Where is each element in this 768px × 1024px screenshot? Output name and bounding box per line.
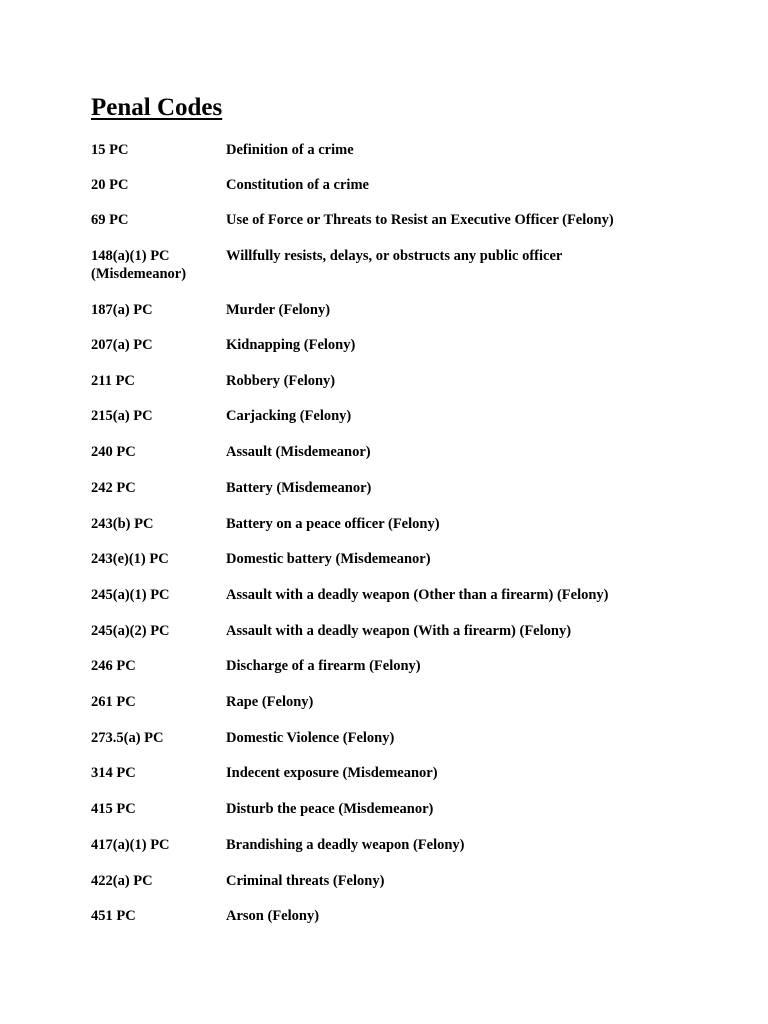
code-description: Disturb the peace (Misdemeanor) [226,801,434,817]
code-description: Assault (Misdemeanor) [226,444,371,460]
code-description: Robbery (Felony) [226,373,336,389]
code-description: Assault with a deadly weapon (With a firearm) (Felony) [226,623,572,639]
code-description: Constitution of a crime [226,177,369,193]
code-number: 273.5(a) PC [91,730,164,746]
code-description: Discharge of a firearm (Felony) [226,658,421,674]
code-number: 15 PC [91,142,129,158]
code-description: Battery (Misdemeanor) [226,480,372,496]
code-number: 148(a)(1) PC (Misdemeanor) [91,248,187,282]
code-number: 417(a)(1) PC [91,837,170,853]
code-description: Murder (Felony) [226,302,331,318]
code-number: 261 PC [91,694,136,710]
code-number: 207(a) PC [91,337,153,353]
page-title: Penal Codes [91,94,223,121]
code-description: Carjacking (Felony) [226,408,352,424]
code-number: 69 PC [91,212,129,228]
code-description: Definition of a crime [226,142,354,158]
code-description: Domestic Violence (Felony) [226,730,395,746]
code-number: 422(a) PC [91,873,153,889]
code-number: 415 PC [91,801,136,817]
code-description: Domestic battery (Misdemeanor) [226,551,431,567]
code-number: 240 PC [91,444,136,460]
code-number: 215(a) PC [91,408,153,424]
code-number: 243(b) PC [91,516,154,532]
code-number: 211 PC [91,373,135,389]
code-description: Brandishing a deadly weapon (Felony) [226,837,465,853]
code-description: Willfully resists, delays, or obstructs any public officer [226,248,563,264]
code-description: Use of Force or Threats to Resist an Executive Officer (Felony) [226,212,614,228]
code-description: Arson (Felony) [226,908,320,924]
code-description: Rape (Felony) [226,694,314,710]
code-number: 451 PC [91,908,136,924]
code-description: Criminal threats (Felony) [226,873,385,889]
code-number: 245(a)(2) PC [91,623,170,639]
code-description: Battery on a peace officer (Felony) [226,516,440,532]
code-number: 246 PC [91,658,136,674]
code-number: 242 PC [91,480,136,496]
code-number: 314 PC [91,765,136,781]
code-description: Indecent exposure (Misdemeanor) [226,765,438,781]
code-number: 243(e)(1) PC [91,551,169,567]
code-number: 245(a)(1) PC [91,587,170,603]
code-number: 20 PC [91,177,129,193]
code-description: Kidnapping (Felony) [226,337,356,353]
code-description: Assault with a deadly weapon (Other than a firearm) (Felony) [226,587,609,603]
code-number: 187(a) PC [91,302,153,318]
